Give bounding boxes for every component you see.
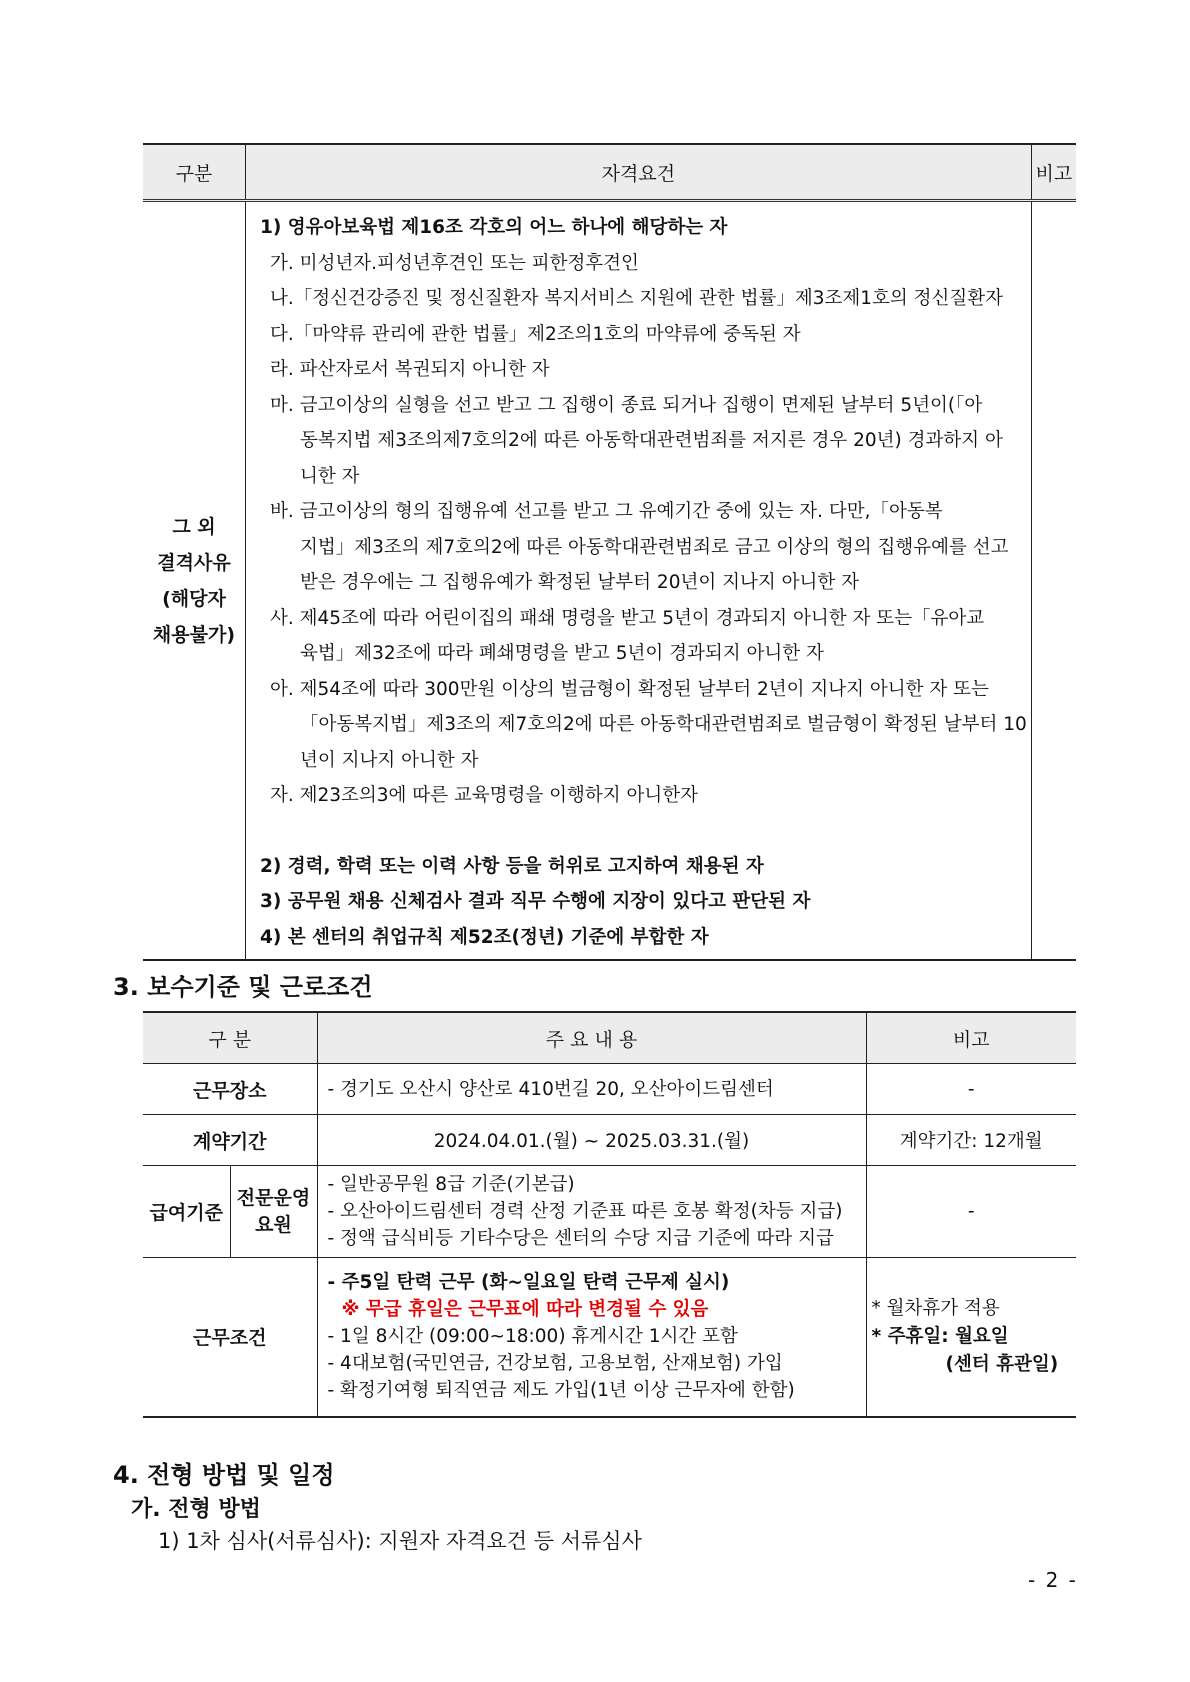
item1-line: 니한 자 xyxy=(299,465,360,487)
section4-item1: 1) 1차 심사(서류심사): 지원자 자격요건 등 서류심사 xyxy=(158,1529,642,1553)
item1-line: 바. 금고이상의 형의 집행유예 선고를 받고 그 유예기간 중에 있는 자. 다만,「아동복 xyxy=(269,501,943,522)
table-row xyxy=(143,1064,1076,1115)
header-remarks: 비고 xyxy=(866,1012,1076,1064)
item1-line: 년이 지나지 아니한 자 xyxy=(299,749,479,771)
salary-sublabel xyxy=(230,1166,317,1258)
contract-label: 계약기간 xyxy=(143,1115,317,1166)
table-header-row xyxy=(143,1012,1076,1064)
item1-title: 1) 영유아보육법 제16조 각호의 어느 하나에 해당하는 자 xyxy=(259,217,728,238)
item4: 4) 본 센터의 취업규칙 제52조(정년) 기준에 부합한 자 xyxy=(259,926,709,948)
item1-line: 가. 미성년자.피성년후견인 또는 피한정후견인 xyxy=(269,252,639,274)
work-line: - 1일 8시간 (09:00~18:00) 휴게시간 1시간 포함 xyxy=(327,1326,738,1348)
work-line-bold: - 주5일 탄력 근무 (화~일요일 탄력 근무제 실시) xyxy=(327,1272,730,1294)
salary-line: - 오산아이드림센터 경력 산정 기준표 따른 호봉 확정(차등 지급) xyxy=(327,1201,843,1222)
header-category: 구분 xyxy=(143,144,245,201)
requirements-cell xyxy=(245,201,1031,961)
item3: 3) 공무원 채용 신체검사 결과 직무 수행에 지장이 있다고 판단된 자 xyxy=(259,891,811,912)
header-content: 주 요 내 용 xyxy=(317,1012,866,1064)
salary-label: 급여기준 xyxy=(143,1166,230,1258)
section4-title: 4. 전형 방법 및 일정 xyxy=(113,1461,335,1489)
row-label-line: 채용불가) xyxy=(152,623,236,646)
row-label-line: (해당자 xyxy=(162,587,226,610)
header-remarks: 비고 xyxy=(1031,144,1076,201)
work-note xyxy=(866,1258,1076,1417)
work-note-line: * 월차휴가 적용 xyxy=(871,1297,1000,1319)
place-content: - 경기도 오산시 양산로 410번길 20, 오산아이드림센터 xyxy=(317,1064,866,1115)
item1-line: 나.「정신건강증진 및 정신질환자 복지서비스 지원에 관한 법률」제3조제1호의 정신질환자 xyxy=(269,288,1004,309)
contract-note: 계약기간: 12개월 xyxy=(866,1115,1076,1166)
work-line-red: ※ 무급 휴일은 근무표에 따라 변경될 수 있음 xyxy=(341,1299,709,1321)
salary-sublabel-line: 전문운영 xyxy=(236,1186,311,1209)
salary-line: - 정액 급식비등 기타수당은 센터의 수당 지급 기준에 따라 지급 xyxy=(327,1228,834,1249)
row-label xyxy=(143,201,245,961)
item1-line: 「아동복지법」제3조의 제7호의2에 따른 아동학대관련범죄로 벌금형이 확정된 날부터 10 xyxy=(299,714,1027,735)
table-row xyxy=(143,1166,1076,1258)
remarks-cell xyxy=(1031,201,1076,961)
work-content xyxy=(317,1258,866,1417)
section3-title: 3. 보수기준 및 근로조건 xyxy=(113,973,373,1001)
salary-content xyxy=(317,1166,866,1258)
item1-line: 라. 파산자로서 복권되지 아니한 자 xyxy=(269,359,550,380)
table-header-row xyxy=(143,144,1076,201)
disqualification-table xyxy=(143,143,1076,961)
page-number: - 2 - xyxy=(1028,1568,1078,1592)
header-requirements: 자격요건 xyxy=(245,144,1031,201)
item1-line: 사. 제45조에 따라 어린이집의 패쇄 명령을 받고 5년이 경과되지 아니한 자 또는「유아교 xyxy=(269,607,985,629)
place-label: 근무장소 xyxy=(143,1064,317,1115)
contract-content: 2024.04.01.(월) ~ 2025.03.31.(월) xyxy=(317,1115,866,1166)
item1-line: 아. 제54조에 따라 300만원 이상의 벌금형이 확정된 날부터 2년이 지나지 아니한 자 또는 xyxy=(269,678,989,700)
work-label: 근무조건 xyxy=(143,1258,317,1417)
work-line: - 확정기여형 퇴직연금 제도 가입(1년 이상 근무자에 한함) xyxy=(327,1380,795,1402)
item1-list xyxy=(260,246,1027,814)
item1-line: 지법」제3조의 제7호의2에 따른 아동학대관련범죄로 금고 이상의 형의 집행유예를 선고 xyxy=(299,536,1009,558)
salary-sublabel-line: 요원 xyxy=(255,1213,292,1236)
item2: 2) 경력, 학력 또는 이력 사항 등을 허위로 고지하여 채용된 자 xyxy=(259,855,764,877)
spacer xyxy=(260,814,1027,849)
work-note-line: (센터 휴관일) xyxy=(945,1353,1059,1375)
work-line: - 4대보험(국민연금, 건강보험, 고용보험, 산재보험) 가입 xyxy=(327,1353,783,1375)
item1-line: 다.「마약류 관리에 관한 법률」제2조의1호의 마약류에 중독된 자 xyxy=(269,323,801,345)
row-label-line: 그 외 xyxy=(172,515,216,538)
table-row xyxy=(143,1115,1076,1166)
item1-line: 동복지법 제3조의제7호의2에 따른 아동학대관련범죄를 저지른 경우 20년) 경과하지 아 xyxy=(299,430,1003,451)
table-row xyxy=(143,1258,1076,1417)
item1-line: 받은 경우에는 그 집행유예가 확정된 날부터 20년이 지나지 아니한 자 xyxy=(299,572,859,593)
header-category: 구 분 xyxy=(143,1012,317,1064)
salary-line: - 일반공무원 8급 기준(기본급) xyxy=(327,1174,575,1195)
salary-note: - xyxy=(866,1166,1076,1258)
item1-line: 마. 금고이상의 실형을 선고 받고 그 집행이 종료 되거나 집행이 면제된 날부터 5년이(「아 xyxy=(269,394,983,416)
section4-sub-a: 가. 전형 방법 xyxy=(131,1497,261,1522)
item1-line: 자. 제23조의3에 따른 교육명령을 이행하지 아니한자 xyxy=(269,785,698,806)
table-row xyxy=(143,201,1076,961)
work-note-line: * 주휴일: 월요일 xyxy=(871,1325,1009,1347)
item1-line: 육법」제32조에 따라 폐쇄명령을 받고 5년이 경과되지 아니한 자 xyxy=(299,643,824,664)
place-note: - xyxy=(866,1064,1076,1115)
row-label-line: 결격사유 xyxy=(157,551,231,574)
salary-conditions-table xyxy=(143,1011,1076,1418)
